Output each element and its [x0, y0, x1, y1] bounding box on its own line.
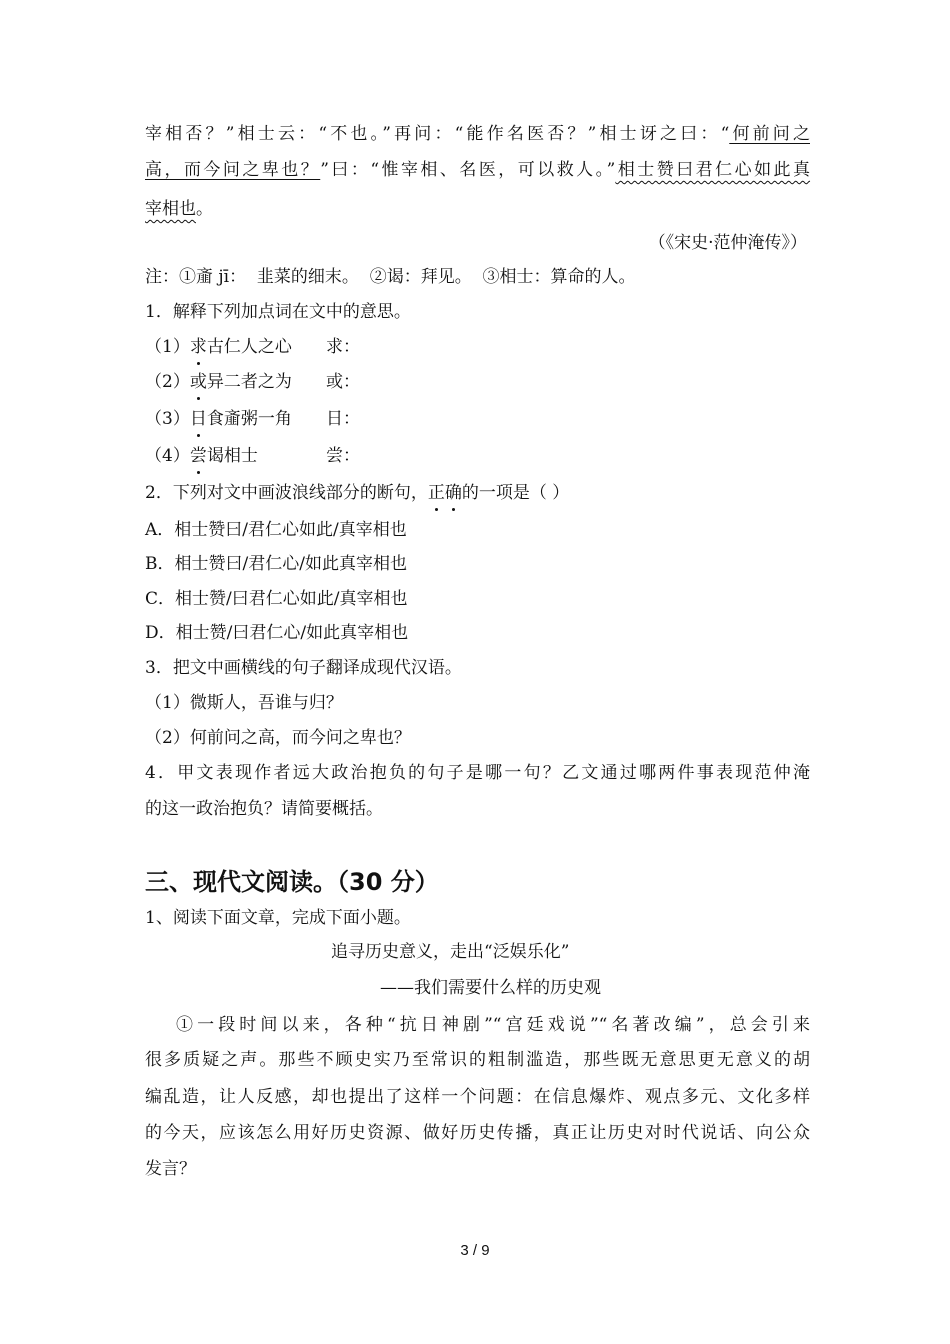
option-a: A．相士赞曰/君仁心如此/真宰相也	[145, 520, 407, 540]
question-1-item-3	[145, 407, 810, 431]
annotation-notes: 注：①齑 jī： 韭菜的细末。 ②谒：拜见。 ③相士：算命的人。	[145, 267, 636, 287]
item-number: （1）	[145, 337, 190, 357]
paragraph-line-1: ①一段时间以来，各种“抗日神剧”“宫廷戏说”“名著改编”，总会引来	[176, 1015, 810, 1035]
answer-label: 日：	[326, 409, 360, 429]
answer-label: 尝：	[326, 446, 360, 466]
page-number: 3 / 9	[460, 1242, 490, 1259]
question-4-line-1: 4．甲文表现作者远大政治抱负的句子是哪一句？乙文通过哪两件事表现范仲淹	[145, 763, 810, 783]
passage-text: 宰相否？”相士云：“不也。”再问：“能作名医否？”相士讶之曰：“	[145, 124, 730, 144]
wavy-underlined-sentence: 宰相也	[145, 199, 196, 219]
question-1-item-1	[145, 335, 810, 359]
passage-text: ”曰：“惟宰相、名医，可以救人。”	[320, 160, 616, 180]
item-number: （3）	[145, 409, 190, 429]
paragraph-line-2: 很多质疑之声。那些不顾史实乃至常识的粗制滥造，那些既无意思更无意义的胡	[145, 1050, 810, 1070]
underlined-sentence: 何前问之	[729, 124, 810, 144]
dotted-word: 尝	[189, 446, 207, 466]
question-3-item-2: （2）何前问之高，而今问之卑也？	[145, 728, 411, 748]
question-2-stem	[145, 481, 810, 505]
underlined-sentence: 高，而今问之卑也？	[145, 160, 321, 180]
item-text: 古仁人之心	[206, 337, 292, 357]
question-1-item-4	[145, 444, 810, 468]
question-3-stem: 3．把文中画横线的句子翻译成现代汉语。	[145, 658, 462, 678]
answer-label: 求：	[326, 337, 360, 357]
dotted-word: 确	[444, 483, 462, 503]
article-subtitle: ——我们需要什么样的历史观	[380, 978, 601, 998]
paragraph-line-4: 的今天，应该怎么用好历史资源、做好历史传播，真正让历史对时代说话、向公众	[145, 1123, 810, 1143]
item-text: 食齑粥一角	[206, 409, 292, 429]
reading-instruction: 1、阅读下面文章，完成下面小题。	[145, 908, 411, 928]
source-citation: （《宋史·范仲淹传》）	[648, 233, 807, 253]
option-c: C．相士赞/曰君仁心如此/真宰相也	[145, 589, 408, 609]
section-heading: 三、现代文阅读。（30 分）	[145, 868, 439, 896]
answer-label: 或：	[326, 372, 360, 392]
dotted-word: 正	[427, 483, 445, 503]
passage-line-1	[145, 122, 810, 146]
stem-text: 的一项是（ ）	[461, 483, 570, 503]
option-b: B．相士赞曰/君仁心/如此真宰相也	[145, 554, 407, 574]
passage-line-2	[145, 158, 810, 182]
question-3-item-1: （1）微斯人，吾谁与归？	[145, 693, 343, 713]
dotted-word: 求	[189, 337, 207, 357]
option-d: D．相士赞/曰君仁心/如此真宰相也	[145, 623, 409, 643]
item-text: 谒相士	[206, 446, 258, 466]
item-number: （2）	[145, 372, 190, 392]
passage-text: 。	[196, 199, 213, 219]
passage-line-3	[145, 197, 810, 221]
paragraph-line-3: 编乱造，让人反感，却也提出了这样一个问题：在信息爆炸、观点多元、文化多样	[145, 1087, 810, 1107]
question-4-line-2: 的这一政治抱负？请简要概括。	[145, 799, 383, 819]
paragraph-line-5: 发言？	[145, 1159, 196, 1179]
dotted-word: 日	[189, 409, 207, 429]
question-1-item-2	[145, 370, 810, 394]
item-number: （4）	[145, 446, 190, 466]
item-text: 异二者之为	[206, 372, 292, 392]
wavy-underlined-sentence: 相士赞曰君仁心如此真	[615, 160, 811, 180]
stem-text: 2．下列对文中画波浪线部分的断句，	[145, 483, 428, 503]
question-1-stem: 1．解释下列加点词在文中的意思。	[145, 302, 411, 322]
dotted-word: 或	[189, 372, 207, 392]
article-title: 追寻历史意义，走出“泛娱乐化”	[331, 942, 570, 962]
